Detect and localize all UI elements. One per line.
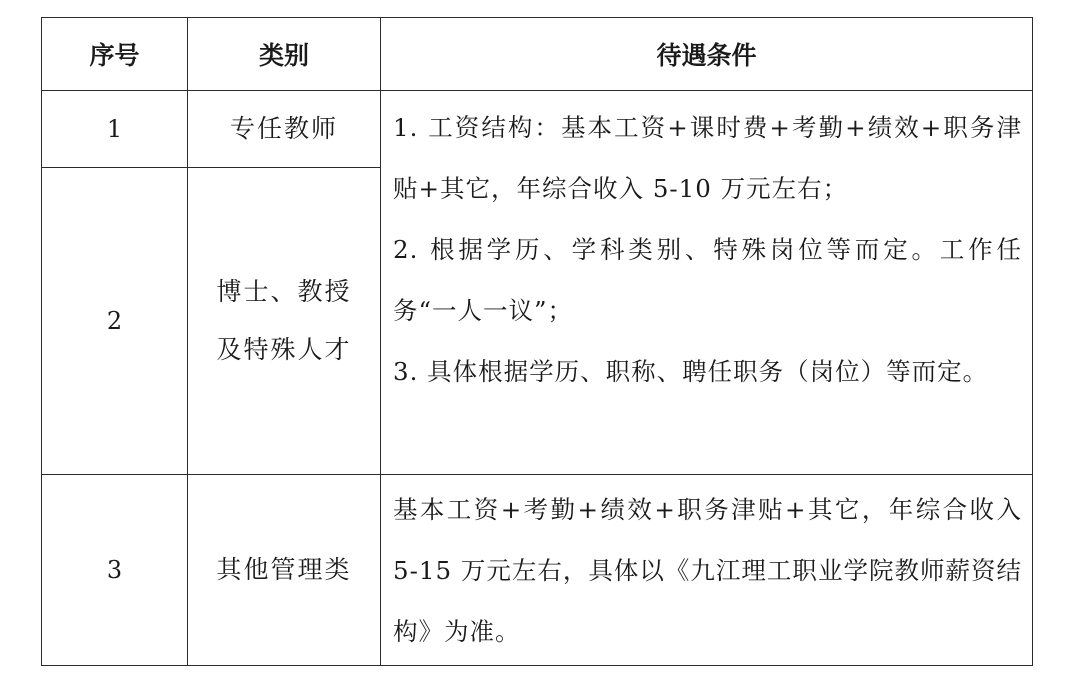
row-category: 专任教师 bbox=[188, 91, 381, 168]
header-category: 类别 bbox=[188, 18, 381, 91]
category-line: 及特殊人才 bbox=[216, 335, 352, 364]
row-category bbox=[188, 168, 381, 475]
category-line: 博士、教授 bbox=[216, 277, 352, 306]
row-number: 3 bbox=[42, 475, 188, 666]
condition-item: 2. 根据学历、学科类别、特殊岗位等而定。工作任务“一人一议”； bbox=[393, 235, 1022, 325]
row-number: 1 bbox=[42, 91, 188, 168]
header-row bbox=[42, 18, 1033, 91]
table-row bbox=[42, 91, 1033, 168]
conditions-cell bbox=[381, 475, 1033, 666]
conditions-cell bbox=[381, 91, 1033, 475]
condition-item: 3. 具体根据学历、职称、聘任职务（岗位）等而定。 bbox=[393, 357, 989, 386]
row-number: 2 bbox=[42, 168, 188, 475]
condition-text: 基本工资+考勤+绩效+职务津贴+其它，年综合收入 5-15 万元左右，具体以《九江理工职业学院教师薪资结构》为准。 bbox=[393, 494, 1022, 646]
condition-item: 1. 工资结构：基本工资+课时费+考勤+绩效+职务津贴+其它，年综合收入 5-10 万元左右； bbox=[393, 113, 1022, 203]
header-conditions: 待遇条件 bbox=[381, 18, 1033, 91]
benefits-table bbox=[41, 17, 1033, 666]
header-number: 序号 bbox=[42, 18, 188, 91]
table-row bbox=[42, 475, 1033, 666]
row-category: 其他管理类 bbox=[188, 475, 381, 666]
